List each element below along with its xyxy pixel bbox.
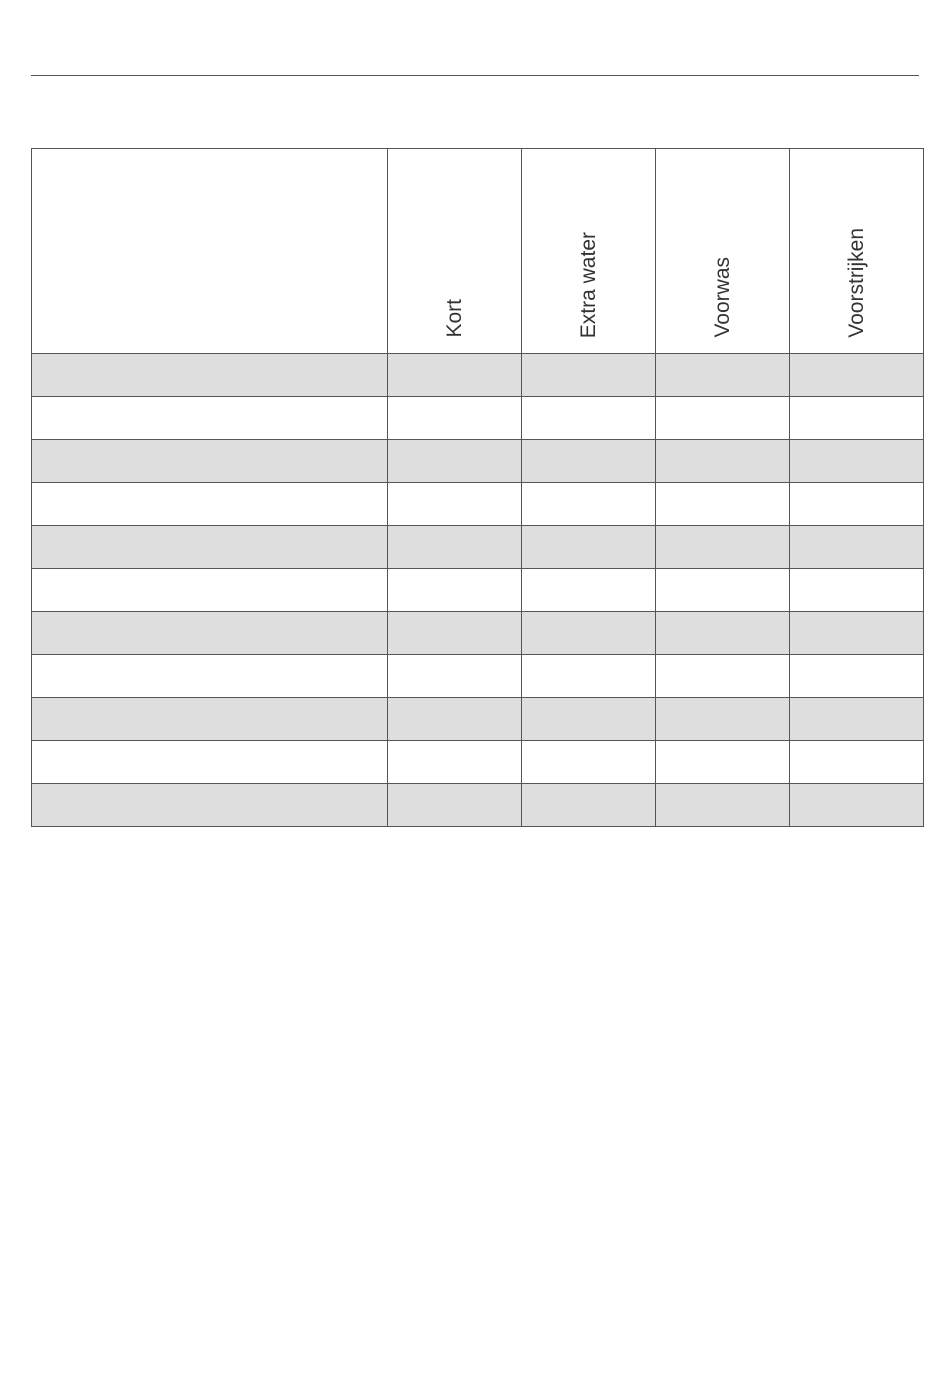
option-cell [656,698,790,741]
option-cell [790,655,924,698]
option-cell [790,698,924,741]
option-cell [388,483,522,526]
row-label-cell [32,569,388,612]
table-row [32,784,924,827]
table-row [32,612,924,655]
option-cell [656,397,790,440]
option-cell [656,440,790,483]
option-cell [522,440,656,483]
option-cell [388,784,522,827]
option-cell [790,483,924,526]
top-rule [31,75,919,76]
table-row [32,483,924,526]
table-body [32,354,924,827]
option-cell [388,526,522,569]
option-cell [790,440,924,483]
option-cell [388,655,522,698]
option-cell [790,526,924,569]
header-label-kort: Kort [443,299,466,338]
option-cell [522,397,656,440]
option-cell [790,354,924,397]
header-cell-extra-water [522,149,656,354]
header-label-voorwas: Voorwas [711,257,734,338]
option-cell [656,784,790,827]
option-cell [388,354,522,397]
table-row [32,440,924,483]
row-label-cell [32,784,388,827]
option-cell [388,569,522,612]
row-label-cell [32,397,388,440]
table-row [32,698,924,741]
table-row [32,655,924,698]
header-cell-kort [388,149,522,354]
option-cell [388,440,522,483]
option-cell [522,784,656,827]
row-label-cell [32,440,388,483]
header-label-extra-water: Extra water [577,231,600,338]
row-label-cell [32,612,388,655]
row-label-cell [32,698,388,741]
option-cell [522,741,656,784]
option-cell [656,483,790,526]
table-header-row [32,149,924,354]
option-cell [656,655,790,698]
header-cell-label [32,149,388,354]
option-cell [656,741,790,784]
option-cell [656,354,790,397]
table-row [32,526,924,569]
option-cell [522,612,656,655]
option-cell [656,569,790,612]
option-cell [790,569,924,612]
option-cell [522,526,656,569]
header-cell-voorwas [656,149,790,354]
option-cell [388,741,522,784]
row-label-cell [32,526,388,569]
option-cell [790,741,924,784]
row-label-cell [32,655,388,698]
option-cell [790,397,924,440]
option-cell [388,612,522,655]
option-cell [790,612,924,655]
row-label-cell [32,483,388,526]
option-cell [388,698,522,741]
row-label-cell [32,354,388,397]
table-row [32,354,924,397]
option-cell [790,784,924,827]
option-cell [522,483,656,526]
option-cell [522,354,656,397]
option-cell [522,655,656,698]
option-cell [656,612,790,655]
option-cell [522,569,656,612]
header-cell-voorstrijken [790,149,924,354]
options-table [31,148,924,827]
table-row [32,397,924,440]
table-row [32,741,924,784]
option-cell [388,397,522,440]
option-cell [522,698,656,741]
row-label-cell [32,741,388,784]
option-cell [656,526,790,569]
table-row [32,569,924,612]
header-label-voorstrijken: Voorstrijken [845,228,868,338]
